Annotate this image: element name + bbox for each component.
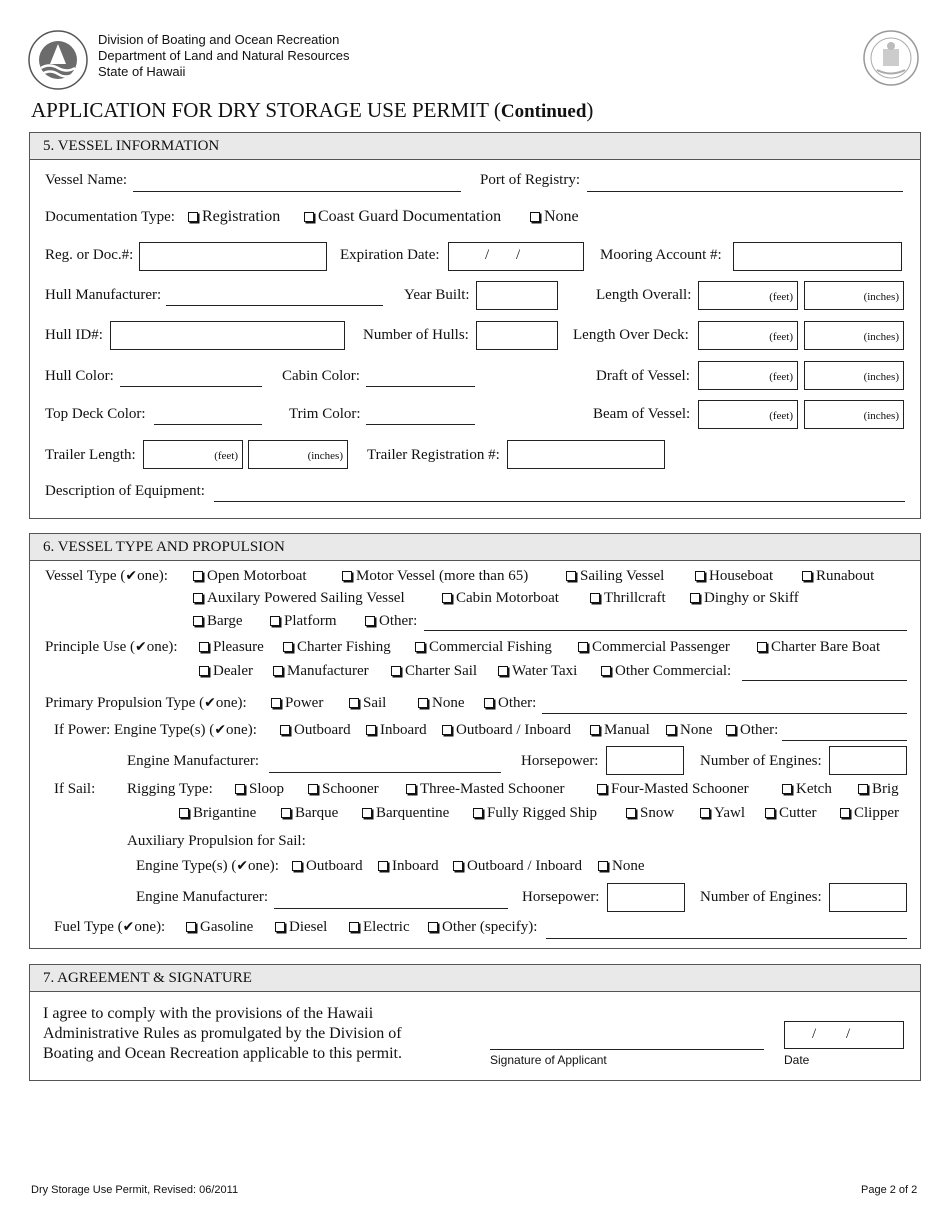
number-of-hulls-field[interactable]: [476, 321, 558, 350]
checkbox-icon: [782, 784, 792, 794]
hull-id-label: Hull ID#:: [45, 327, 103, 343]
page-title: [31, 98, 593, 123]
rig-barque[interactable]: Barque: [281, 805, 338, 822]
trim-color-label: Trim Color:: [289, 406, 361, 422]
description-of-equipment-field[interactable]: [214, 501, 905, 502]
vessel-type-houseboat[interactable]: Houseboat: [695, 568, 773, 585]
rig-brig[interactable]: Brig: [858, 781, 899, 798]
rigging-type-label: Rigging Type:: [127, 781, 213, 797]
fuel-type-label: Fuel Type (✔one):: [54, 919, 166, 935]
checkbox-icon: [342, 571, 352, 581]
doc-option-coast-guard[interactable]: Coast Guard Documentation: [304, 208, 501, 226]
number-of-hulls-label: Number of Hulls:: [363, 327, 469, 343]
use-dealer[interactable]: Dealer: [199, 663, 253, 680]
auxiliary-propulsion-label: Auxiliary Propulsion for Sail:: [127, 833, 306, 849]
footer-revision: Dry Storage Use Permit, Revised: 06/2011: [31, 1184, 239, 1196]
checkbox-icon: [858, 784, 868, 794]
checkbox-icon: [193, 593, 203, 603]
primary-propulsion-label: Primary Propulsion Type (✔one):: [45, 695, 247, 711]
checkbox-icon: [802, 571, 812, 581]
length-overall-inches-field[interactable]: (inches): [804, 281, 904, 310]
length-over-deck-inches-field[interactable]: (inches): [804, 321, 904, 350]
vessel-type-aux-sailing[interactable]: Auxilary Powered Sailing Vessel: [193, 590, 405, 607]
fuel-gasoline[interactable]: Gasoline: [186, 919, 253, 936]
draft-of-vessel-label: Draft of Vessel:: [596, 368, 690, 384]
checkbox-icon: [179, 808, 189, 818]
engine-outboard[interactable]: Outboard: [280, 722, 351, 739]
checkbox-icon: [273, 666, 283, 676]
aux-engine-manufacturer-label: Engine Manufacturer:: [136, 889, 269, 905]
hull-color-field[interactable]: [120, 386, 262, 387]
year-built-label: Year Built:: [404, 287, 470, 303]
checkbox-icon: [275, 922, 285, 932]
vessel-type-runabout[interactable]: Runabout: [802, 568, 874, 585]
rig-cutter[interactable]: Cutter: [765, 805, 817, 822]
rig-barquentine[interactable]: Barquentine: [362, 805, 449, 822]
description-of-equipment-label: Description of Equipment:: [45, 483, 205, 499]
hull-manufacturer-label: Hull Manufacturer:: [45, 287, 162, 303]
section-7-heading: 7. AGREEMENT & SIGNATURE: [30, 965, 920, 992]
checkbox-icon: [349, 922, 359, 932]
trim-color-field[interactable]: [366, 424, 475, 425]
checkbox-icon: [193, 616, 203, 626]
mooring-account-label: Mooring Account #:: [600, 247, 722, 263]
use-other-commercial-field[interactable]: [742, 680, 907, 681]
section-6-heading: 6. VESSEL TYPE AND PROPULSION: [30, 534, 920, 561]
signature-label: Signature of Applicant: [490, 1053, 607, 1067]
state-seal: [863, 30, 919, 86]
doc-option-registration[interactable]: Registration: [188, 208, 280, 226]
checkbox-icon: [349, 698, 359, 708]
draft-inches-field[interactable]: (inches): [804, 361, 904, 390]
signature-date-field[interactable]: [784, 1021, 904, 1049]
signature-field[interactable]: [490, 1049, 764, 1050]
rig-three-masted-schooner[interactable]: Three-Masted Schooner: [406, 781, 565, 798]
propulsion-other[interactable]: Other:: [484, 695, 536, 712]
checkbox-icon: [418, 698, 428, 708]
agency-line-3: State of Hawaii: [98, 64, 186, 79]
use-water-taxi[interactable]: Water Taxi: [498, 663, 577, 680]
checkbox-icon: [271, 698, 281, 708]
engine-other-field[interactable]: [782, 740, 907, 741]
date-slash: /: [485, 247, 490, 263]
rig-snow[interactable]: Snow: [626, 805, 674, 822]
cabin-color-label: Cabin Color:: [282, 368, 360, 384]
draft-feet-field[interactable]: (feet): [698, 361, 798, 390]
checkbox-icon: [566, 571, 576, 581]
checkbox-icon: [193, 571, 203, 581]
hull-color-label: Hull Color:: [45, 368, 114, 384]
date-slash: /: [846, 1026, 851, 1042]
checkbox-icon: [765, 808, 775, 818]
checkbox-icon: [406, 784, 416, 794]
vessel-type-barge[interactable]: Barge: [193, 613, 243, 630]
checkbox-icon: [626, 808, 636, 818]
aux-horsepower-field[interactable]: [607, 883, 685, 912]
vessel-type-sailing-vessel[interactable]: Sailing Vessel: [566, 568, 664, 585]
aux-number-of-engines-field[interactable]: [829, 883, 907, 912]
checkbox-icon: [281, 808, 291, 818]
checkbox-icon: [695, 571, 705, 581]
engine-inboard[interactable]: Inboard: [366, 722, 427, 739]
checkbox-icon: [270, 616, 280, 626]
checkbox-icon: [598, 861, 608, 871]
checkbox-icon: [304, 212, 314, 222]
date-slash: /: [812, 1026, 817, 1042]
aux-engine-manufacturer-field[interactable]: [274, 908, 508, 909]
hull-manufacturer-field[interactable]: [166, 305, 383, 306]
checkbox-icon: [365, 616, 375, 626]
port-of-registry-field[interactable]: [587, 191, 903, 192]
principle-use-label: Principle Use (✔one):: [45, 639, 178, 655]
rig-schooner[interactable]: Schooner: [308, 781, 379, 798]
checkbox-icon: [726, 725, 736, 735]
checkbox-icon: [378, 861, 388, 871]
length-over-deck-feet-field[interactable]: (feet): [698, 321, 798, 350]
number-of-engines-field[interactable]: [829, 746, 907, 775]
checkbox-icon: [484, 698, 494, 708]
horsepower-label: Horsepower:: [521, 753, 599, 769]
beam-of-vessel-label: Beam of Vessel:: [593, 406, 691, 422]
expiration-date-label: Expiration Date:: [340, 247, 440, 263]
title-continued: Continued: [500, 101, 587, 122]
length-overall-feet-field[interactable]: (feet): [698, 281, 798, 310]
title-close: ): [586, 98, 594, 122]
checkbox-icon: [840, 808, 850, 818]
rig-yawl[interactable]: Yawl: [700, 805, 745, 822]
doc-option-none[interactable]: None: [530, 208, 579, 226]
checkbox-icon: [590, 725, 600, 735]
title-main: APPLICATION FOR DRY STORAGE USE PERMIT (: [31, 98, 501, 122]
vessel-type-cabin-motorboat[interactable]: Cabin Motorboat: [442, 590, 559, 607]
use-manufacturer[interactable]: Manufacturer: [273, 663, 369, 680]
checkbox-icon: [308, 784, 318, 794]
checkbox-icon: [690, 593, 700, 603]
rig-fully-rigged-ship[interactable]: Fully Rigged Ship: [473, 805, 597, 822]
checkmark-icon: ✔: [204, 695, 216, 711]
port-of-registry-label: Port of Registry:: [480, 172, 580, 188]
reg-doc-field[interactable]: [139, 242, 327, 271]
propulsion-none[interactable]: None: [418, 695, 465, 712]
engine-manual[interactable]: Manual: [590, 722, 650, 739]
beam-feet-field[interactable]: (feet): [698, 400, 798, 429]
checkmark-icon: ✔: [125, 568, 138, 584]
use-commercial-fishing[interactable]: Commercial Fishing: [415, 639, 552, 656]
engine-manufacturer-label: Engine Manufacturer:: [127, 753, 260, 769]
vessel-type-dinghy[interactable]: Dinghy or Skiff: [690, 590, 799, 607]
rig-clipper[interactable]: Clipper: [840, 805, 899, 822]
aux-engine-inboard[interactable]: Inboard: [378, 858, 439, 875]
rig-brigantine[interactable]: Brigantine: [179, 805, 256, 822]
checkbox-icon: [280, 725, 290, 735]
propulsion-power[interactable]: Power: [271, 695, 323, 712]
use-charter-bare-boat[interactable]: Charter Bare Boat: [757, 639, 880, 656]
hull-id-field[interactable]: [110, 321, 345, 350]
checkbox-icon: [199, 666, 209, 676]
agreement-line-3: Boating and Ocean Recreation applicable to this permit.: [43, 1045, 402, 1062]
trailer-length-inches-field[interactable]: (inches): [248, 440, 348, 469]
propulsion-sail[interactable]: Sail: [349, 695, 386, 712]
checkbox-icon: [283, 642, 293, 652]
use-commercial-passenger[interactable]: Commercial Passenger: [578, 639, 730, 656]
agreement-line-2: Administrative Rules as promulgated by the Division of: [43, 1025, 402, 1042]
engine-manufacturer-field[interactable]: [269, 772, 501, 773]
checkbox-icon: [366, 725, 376, 735]
date-label: Date: [784, 1053, 810, 1067]
checkbox-icon: [601, 666, 611, 676]
checkbox-icon: [188, 212, 198, 222]
vessel-type-label: Vessel Type (✔one):: [45, 568, 168, 584]
vessel-type-platform[interactable]: Platform: [270, 613, 337, 630]
agreement-line-1: I agree to comply with the provisions of the Hawaii: [43, 1005, 374, 1022]
checkbox-icon: [700, 808, 710, 818]
checkbox-icon: [473, 808, 483, 818]
trailer-length-feet-field[interactable]: (feet): [143, 440, 243, 469]
vessel-type-open-motorboat[interactable]: Open Motorboat: [193, 568, 307, 585]
vessel-type-other-field[interactable]: [424, 630, 907, 631]
rig-sloop[interactable]: Sloop: [235, 781, 284, 798]
fuel-other[interactable]: Other (specify):: [428, 919, 537, 936]
checkbox-icon: [530, 212, 540, 222]
engine-other[interactable]: Other:: [726, 722, 778, 739]
reg-doc-label: Reg. or Doc.#:: [45, 247, 134, 263]
fuel-electric[interactable]: Electric: [349, 919, 410, 936]
trailer-registration-field[interactable]: [507, 440, 665, 469]
checkbox-icon: [415, 642, 425, 652]
date-slash: /: [516, 247, 521, 263]
checkmark-icon: ✔: [134, 639, 147, 655]
use-other-commercial[interactable]: Other Commercial:: [601, 663, 731, 680]
checkbox-icon: [428, 922, 438, 932]
footer-page-number: Page 2 of 2: [861, 1184, 918, 1196]
length-overall-label: Length Overall:: [596, 287, 692, 303]
checkmark-icon: ✔: [214, 722, 227, 738]
aux-horsepower-label: Horsepower:: [522, 889, 600, 905]
checkbox-icon: [590, 593, 600, 603]
checkbox-icon: [453, 861, 463, 871]
top-deck-color-label: Top Deck Color:: [45, 406, 146, 422]
rig-ketch[interactable]: Ketch: [782, 781, 832, 798]
length-over-deck-label: Length Over Deck:: [573, 327, 689, 343]
aux-engine-type-label: Engine Type(s) (✔one):: [136, 858, 279, 874]
checkbox-icon: [186, 922, 196, 932]
engine-outboard-inboard[interactable]: Outboard / Inboard: [442, 722, 571, 739]
checkbox-icon: [362, 808, 372, 818]
fuel-diesel[interactable]: Diesel: [275, 919, 327, 936]
if-sail-label: If Sail:: [54, 781, 96, 797]
number-of-engines-label: Number of Engines:: [700, 753, 822, 769]
checkbox-icon: [597, 784, 607, 794]
aux-engine-outboard[interactable]: Outboard: [292, 858, 363, 875]
aux-engine-none[interactable]: None: [598, 858, 645, 875]
checkmark-icon: ✔: [236, 858, 249, 874]
checkbox-icon: [442, 593, 452, 603]
checkbox-icon: [442, 725, 452, 735]
section-5-heading: 5. VESSEL INFORMATION: [30, 133, 920, 160]
trailer-registration-label: Trailer Registration #:: [367, 447, 500, 463]
if-power-label: If Power: Engine Type(s) (✔one):: [54, 722, 257, 738]
checkbox-icon: [391, 666, 401, 676]
checkbox-icon: [757, 642, 767, 652]
documentation-type-label: Documentation Type:: [45, 209, 175, 225]
cabin-color-field[interactable]: [366, 386, 475, 387]
vessel-type-other[interactable]: Other:: [365, 613, 417, 630]
checkmark-icon: ✔: [122, 919, 135, 935]
division-logo: [28, 30, 88, 90]
checkbox-icon: [292, 861, 302, 871]
checkbox-icon: [578, 642, 588, 652]
vessel-name-label: Vessel Name:: [45, 172, 128, 188]
agency-line-1: Division of Boating and Ocean Recreation: [98, 32, 340, 47]
use-pleasure[interactable]: Pleasure: [199, 639, 264, 656]
checkbox-icon: [498, 666, 508, 676]
vessel-type-motor-vessel[interactable]: Motor Vessel (more than 65): [342, 568, 528, 585]
expiration-date-field[interactable]: [448, 242, 584, 271]
use-charter-fishing[interactable]: Charter Fishing: [283, 639, 391, 656]
aux-engine-outboard-inboard[interactable]: Outboard / Inboard: [453, 858, 582, 875]
horsepower-field[interactable]: [606, 746, 684, 775]
rig-four-masted-schooner[interactable]: Four-Masted Schooner: [597, 781, 749, 798]
vessel-name-field[interactable]: [133, 191, 461, 192]
mooring-account-field[interactable]: [733, 242, 902, 271]
trailer-length-label: Trailer Length:: [45, 447, 136, 463]
year-built-field[interactable]: [476, 281, 558, 310]
agency-line-2: Department of Land and Natural Resources: [98, 48, 350, 63]
use-charter-sail[interactable]: Charter Sail: [391, 663, 477, 680]
checkbox-icon: [199, 642, 209, 652]
fuel-other-field[interactable]: [546, 938, 907, 939]
vessel-type-thrillcraft[interactable]: Thrillcraft: [590, 590, 666, 607]
propulsion-other-field[interactable]: [542, 713, 907, 714]
checkbox-icon: [235, 784, 245, 794]
top-deck-color-field[interactable]: [154, 424, 262, 425]
checkbox-icon: [666, 725, 676, 735]
aux-number-of-engines-label: Number of Engines:: [700, 889, 822, 905]
beam-inches-field[interactable]: (inches): [804, 400, 904, 429]
engine-none[interactable]: None: [666, 722, 713, 739]
